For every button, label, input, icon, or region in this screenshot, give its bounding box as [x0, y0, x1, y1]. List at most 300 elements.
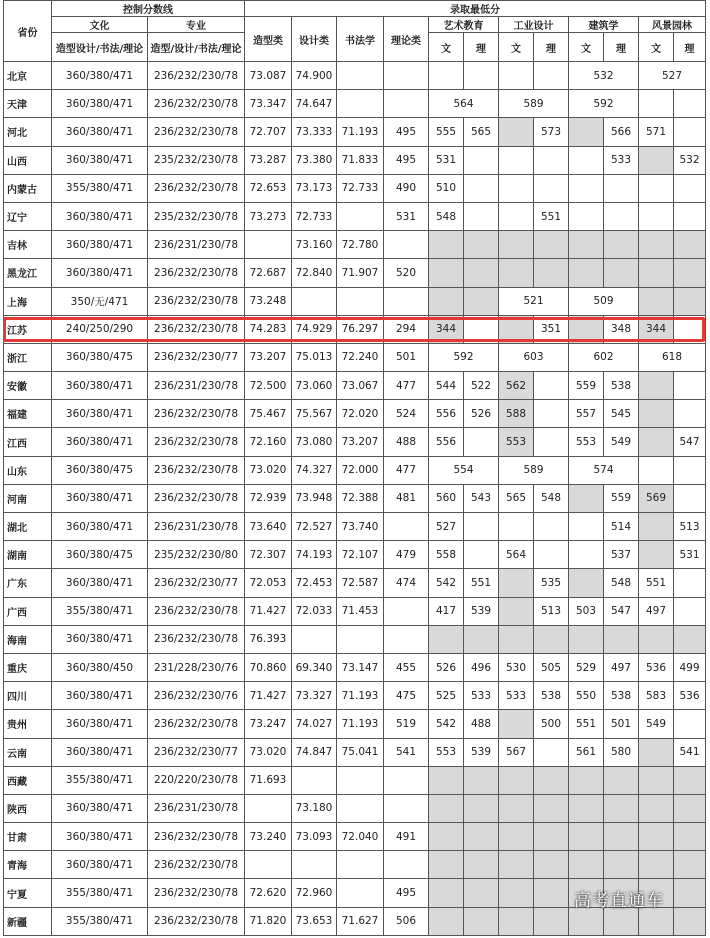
header-wen: 文 [569, 33, 604, 62]
major-score-cell: 551 [639, 569, 674, 597]
major-score-cell [429, 625, 464, 653]
major-score-cell [639, 90, 674, 118]
province-cell: 辽宁 [4, 202, 52, 230]
province-cell: 内蒙古 [4, 174, 52, 202]
major-score-cell: 505 [534, 653, 569, 681]
major-score-cell: 556 [429, 428, 464, 456]
lilun-score-cell: 294 [384, 315, 429, 343]
major-score-cell [674, 456, 706, 484]
major-score-cell [569, 231, 604, 259]
major-score-cell [604, 907, 639, 935]
major-score-cell [569, 315, 604, 343]
major-score-cell [674, 287, 706, 315]
major-score-cell: 566 [604, 118, 639, 146]
table-row [4, 738, 706, 766]
province-cell: 福建 [4, 400, 52, 428]
wenhua-line-cell: 360/380/475 [52, 456, 148, 484]
major-score-cell [569, 513, 604, 541]
major-score-cell: 537 [604, 541, 639, 569]
zhuanye-line-cell: 236/232/230/78 [148, 90, 245, 118]
zaoxing-score-cell: 73.020 [245, 738, 292, 766]
zhuanye-line-cell: 236/231/230/78 [148, 372, 245, 400]
table-row [4, 625, 706, 653]
table-row [4, 682, 706, 710]
shufa-score-cell [337, 202, 384, 230]
shufa-score-cell: 73.067 [337, 372, 384, 400]
major-score-cell: 525 [429, 682, 464, 710]
major-score-cell [534, 541, 569, 569]
lilun-score-cell [384, 287, 429, 315]
wenhua-line-cell: 360/380/471 [52, 231, 148, 259]
major-score-cell: 529 [569, 653, 604, 681]
major-score-cell: 500 [534, 710, 569, 738]
shufa-score-cell: 72.587 [337, 569, 384, 597]
zhuanye-line-cell: 231/228/230/76 [148, 653, 245, 681]
major-score-cell [674, 794, 706, 822]
major-score-cell: 564 [499, 541, 534, 569]
province-cell: 云南 [4, 738, 52, 766]
header-major-industrial-design: 工业设计 [499, 17, 569, 33]
lilun-score-cell [384, 766, 429, 794]
major-score-cell [499, 851, 534, 879]
zhuanye-line-cell: 236/232/230/78 [148, 315, 245, 343]
wenhua-line-cell: 360/380/475 [52, 541, 148, 569]
sheji-score-cell: 73.080 [292, 428, 337, 456]
major-score-cell [569, 259, 604, 287]
wenhua-line-cell: 355/380/471 [52, 597, 148, 625]
major-score-cell: 538 [534, 682, 569, 710]
zhuanye-line-cell: 236/232/230/78 [148, 259, 245, 287]
major-score-cell: 551 [569, 710, 604, 738]
zaoxing-score-cell: 73.020 [245, 456, 292, 484]
zaoxing-score-cell [245, 851, 292, 879]
major-score-cell: 344 [639, 315, 674, 343]
province-cell: 四川 [4, 682, 52, 710]
header-zhuanye: 专业 [148, 17, 245, 33]
zhuanye-line-cell: 220/220/230/78 [148, 766, 245, 794]
province-cell: 北京 [4, 62, 52, 90]
major-score-cell [674, 766, 706, 794]
header-major-architecture: 建筑学 [569, 17, 639, 33]
major-score-cell [464, 428, 499, 456]
major-score-cell [534, 146, 569, 174]
major-score-cell [464, 146, 499, 174]
header-li: 理 [674, 33, 706, 62]
province-cell: 吉林 [4, 231, 52, 259]
major-score-cell: 544 [429, 372, 464, 400]
major-score-cell [639, 794, 674, 822]
table-row [4, 597, 706, 625]
major-score-cell: 531 [674, 541, 706, 569]
sheji-score-cell: 73.380 [292, 146, 337, 174]
table-row [4, 541, 706, 569]
major-score-cell: 571 [639, 118, 674, 146]
zhuanye-line-cell: 236/232/230/78 [148, 400, 245, 428]
major-score-cell: 503 [569, 597, 604, 625]
header-wen: 文 [499, 33, 534, 62]
shufa-score-cell: 72.000 [337, 456, 384, 484]
province-cell: 黑龙江 [4, 259, 52, 287]
major-score-cell [569, 794, 604, 822]
lilun-score-cell [384, 794, 429, 822]
major-score-cell [639, 738, 674, 766]
province-cell: 青海 [4, 851, 52, 879]
table-row [4, 513, 706, 541]
major-score-cell: 553 [499, 428, 534, 456]
header-major-landscape: 风景园林 [639, 17, 706, 33]
major-score-cell: 573 [534, 118, 569, 146]
major-score-cell [569, 907, 604, 935]
major-score-cell [604, 851, 639, 879]
wenhua-line-cell: 360/380/471 [52, 823, 148, 851]
table-row [4, 823, 706, 851]
major-score-cell [429, 287, 464, 315]
wenhua-line-cell: 360/380/471 [52, 484, 148, 512]
zhuanye-line-cell: 236/232/230/78 [148, 62, 245, 90]
zhuanye-line-cell: 236/232/230/78 [148, 428, 245, 456]
major-score-cell: 567 [499, 738, 534, 766]
header-major-art-edu: 艺术教育 [429, 17, 499, 33]
major-score-cell [674, 597, 706, 625]
major-score-cell: 535 [534, 569, 569, 597]
lilun-score-cell: 475 [384, 682, 429, 710]
major-score-cell [569, 202, 604, 230]
zaoxing-score-cell: 73.247 [245, 710, 292, 738]
major-score-cell [674, 625, 706, 653]
major-score-cell [499, 62, 534, 90]
major-score-cell [639, 541, 674, 569]
lilun-score-cell [384, 597, 429, 625]
major-score-cell: 547 [604, 597, 639, 625]
major-score-cell [534, 231, 569, 259]
major-score-cell [534, 428, 569, 456]
zhuanye-line-cell: 236/232/230/77 [148, 343, 245, 371]
wenhua-line-cell: 350/无/471 [52, 287, 148, 315]
sheji-score-cell: 75.013 [292, 343, 337, 371]
zaoxing-score-cell: 72.053 [245, 569, 292, 597]
sheji-score-cell: 72.733 [292, 202, 337, 230]
zaoxing-score-cell: 72.939 [245, 484, 292, 512]
major-score-cell [499, 259, 534, 287]
major-score-cell: 549 [604, 428, 639, 456]
wenhua-line-cell: 360/380/471 [52, 710, 148, 738]
shufa-score-cell: 73.740 [337, 513, 384, 541]
table-row [4, 794, 706, 822]
major-score-cell: 536 [639, 653, 674, 681]
table-row [4, 569, 706, 597]
major-score-cell: 510 [429, 174, 464, 202]
zaoxing-score-cell: 73.640 [245, 513, 292, 541]
header-lilun: 理论类 [384, 17, 429, 62]
major-score-merged-cell: 603 [499, 343, 569, 371]
wenhua-line-cell: 360/380/471 [52, 202, 148, 230]
zhuanye-line-cell: 236/232/230/78 [148, 118, 245, 146]
major-score-merged-cell: 618 [639, 343, 706, 371]
zhuanye-line-cell: 236/231/230/78 [148, 231, 245, 259]
major-score-cell [639, 766, 674, 794]
zaoxing-score-cell: 70.860 [245, 653, 292, 681]
major-score-cell: 543 [464, 484, 499, 512]
major-score-cell [499, 794, 534, 822]
shufa-score-cell: 75.041 [337, 738, 384, 766]
wenhua-line-cell: 360/380/471 [52, 851, 148, 879]
major-score-cell [464, 851, 499, 879]
wenhua-line-cell: 360/380/475 [52, 343, 148, 371]
major-score-cell [604, 202, 639, 230]
shufa-score-cell [337, 766, 384, 794]
zaoxing-score-cell: 71.427 [245, 597, 292, 625]
major-score-cell [534, 851, 569, 879]
major-score-cell: 550 [569, 682, 604, 710]
zaoxing-score-cell: 73.207 [245, 343, 292, 371]
major-score-cell [464, 879, 499, 907]
zaoxing-score-cell: 72.307 [245, 541, 292, 569]
major-score-cell [674, 231, 706, 259]
major-score-cell [464, 625, 499, 653]
major-score-cell [499, 710, 534, 738]
major-score-cell: 533 [464, 682, 499, 710]
major-score-merged-cell: 521 [499, 287, 569, 315]
major-score-cell [569, 484, 604, 512]
major-score-cell: 541 [674, 738, 706, 766]
major-score-cell [534, 62, 569, 90]
major-score-cell: 555 [429, 118, 464, 146]
shufa-score-cell: 76.297 [337, 315, 384, 343]
major-score-cell [464, 202, 499, 230]
sheji-score-cell [292, 625, 337, 653]
major-score-merged-cell: 574 [569, 456, 639, 484]
lilun-score-cell: 481 [384, 484, 429, 512]
major-score-cell [639, 513, 674, 541]
wenhua-line-cell: 360/380/471 [52, 428, 148, 456]
sheji-score-cell: 73.180 [292, 794, 337, 822]
table-row [4, 343, 706, 371]
header-wen: 文 [639, 33, 674, 62]
watermark: 高考直通车 [574, 891, 664, 911]
header-li: 理 [464, 33, 499, 62]
wenhua-line-cell: 355/380/471 [52, 174, 148, 202]
major-score-merged-cell: 509 [569, 287, 639, 315]
major-score-cell [499, 202, 534, 230]
major-score-cell [604, 766, 639, 794]
major-score-cell [464, 823, 499, 851]
major-score-merged-cell: 564 [429, 90, 499, 118]
wenhua-line-cell: 360/380/471 [52, 90, 148, 118]
zaoxing-score-cell: 72.653 [245, 174, 292, 202]
major-score-cell: 559 [604, 484, 639, 512]
sheji-score-cell: 75.567 [292, 400, 337, 428]
province-cell: 山西 [4, 146, 52, 174]
zaoxing-score-cell: 72.500 [245, 372, 292, 400]
major-score-cell: 551 [464, 569, 499, 597]
province-cell: 安徽 [4, 372, 52, 400]
major-score-cell [639, 202, 674, 230]
zaoxing-score-cell: 71.427 [245, 682, 292, 710]
major-score-cell: 526 [464, 400, 499, 428]
province-cell: 陕西 [4, 794, 52, 822]
zaoxing-score-cell: 72.620 [245, 879, 292, 907]
shufa-score-cell: 72.107 [337, 541, 384, 569]
major-score-cell [429, 231, 464, 259]
major-score-cell: 565 [499, 484, 534, 512]
major-score-cell [569, 823, 604, 851]
major-score-cell [604, 823, 639, 851]
major-score-cell [569, 146, 604, 174]
shufa-score-cell: 72.240 [337, 343, 384, 371]
major-score-cell: 501 [604, 710, 639, 738]
major-score-cell: 351 [534, 315, 569, 343]
major-score-cell: 348 [604, 315, 639, 343]
table-row [4, 174, 706, 202]
major-score-cell: 557 [569, 400, 604, 428]
wenhua-line-cell: 240/250/290 [52, 315, 148, 343]
sheji-score-cell: 73.653 [292, 907, 337, 935]
major-score-cell [499, 174, 534, 202]
major-score-cell [674, 907, 706, 935]
major-score-cell [464, 231, 499, 259]
major-score-cell [534, 625, 569, 653]
major-score-cell: 548 [604, 569, 639, 597]
header-wenhua: 文化 [52, 17, 148, 33]
major-score-cell: 551 [534, 202, 569, 230]
major-score-cell [464, 513, 499, 541]
sheji-score-cell: 72.527 [292, 513, 337, 541]
zhuanye-line-cell: 236/232/230/78 [148, 823, 245, 851]
major-score-cell [429, 851, 464, 879]
major-score-cell: 526 [429, 653, 464, 681]
major-score-cell [674, 851, 706, 879]
zaoxing-score-cell: 73.287 [245, 146, 292, 174]
header-control-line: 控制分数线 [52, 1, 245, 17]
table-row [4, 62, 706, 90]
zaoxing-score-cell: 71.820 [245, 907, 292, 935]
sheji-score-cell: 69.340 [292, 653, 337, 681]
zaoxing-score-cell: 75.467 [245, 400, 292, 428]
header-shufa: 书法学 [337, 17, 384, 62]
zaoxing-score-cell: 72.160 [245, 428, 292, 456]
major-score-cell: 588 [499, 400, 534, 428]
lilun-score-cell: 477 [384, 456, 429, 484]
zaoxing-score-cell: 76.393 [245, 625, 292, 653]
lilun-score-cell: 491 [384, 823, 429, 851]
wenhua-line-cell: 360/380/471 [52, 372, 148, 400]
sheji-score-cell: 73.173 [292, 174, 337, 202]
major-score-merged-cell: 592 [569, 90, 639, 118]
major-score-cell [429, 766, 464, 794]
major-score-cell [534, 738, 569, 766]
zaoxing-score-cell: 73.273 [245, 202, 292, 230]
lilun-score-cell: 474 [384, 569, 429, 597]
shufa-score-cell: 73.147 [337, 653, 384, 681]
sheji-score-cell [292, 851, 337, 879]
major-score-merged-cell: 527 [639, 62, 706, 90]
header-li: 理 [534, 33, 569, 62]
major-score-cell: 527 [429, 513, 464, 541]
major-score-cell [639, 428, 674, 456]
wenhua-line-cell: 360/380/471 [52, 682, 148, 710]
lilun-score-cell: 488 [384, 428, 429, 456]
wenhua-line-cell: 360/380/471 [52, 259, 148, 287]
shufa-score-cell: 73.207 [337, 428, 384, 456]
wenhua-line-cell: 360/380/471 [52, 146, 148, 174]
shufa-score-cell: 71.453 [337, 597, 384, 625]
table-row [4, 315, 706, 343]
zaoxing-score-cell [245, 794, 292, 822]
major-score-cell [499, 513, 534, 541]
major-score-cell: 538 [604, 372, 639, 400]
table-row [4, 202, 706, 230]
header-wen: 文 [429, 33, 464, 62]
major-score-merged-cell: 532 [569, 62, 639, 90]
province-cell: 重庆 [4, 653, 52, 681]
major-score-cell [534, 879, 569, 907]
lilun-score-cell: 541 [384, 738, 429, 766]
zhuanye-line-cell: 236/232/230/78 [148, 484, 245, 512]
major-score-cell [569, 766, 604, 794]
shufa-score-cell [337, 794, 384, 822]
zaoxing-score-cell: 73.248 [245, 287, 292, 315]
sheji-score-cell: 73.060 [292, 372, 337, 400]
major-score-cell [464, 259, 499, 287]
table-row [4, 428, 706, 456]
major-score-cell [499, 879, 534, 907]
sheji-score-cell: 72.453 [292, 569, 337, 597]
province-cell: 西藏 [4, 766, 52, 794]
major-score-cell [429, 62, 464, 90]
province-cell: 山东 [4, 456, 52, 484]
table-row [4, 259, 706, 287]
sheji-score-cell: 74.027 [292, 710, 337, 738]
wenhua-line-cell: 355/380/471 [52, 879, 148, 907]
major-score-cell: 533 [604, 146, 639, 174]
zhuanye-line-cell: 236/231/230/78 [148, 513, 245, 541]
province-cell: 河南 [4, 484, 52, 512]
table-row [4, 372, 706, 400]
major-score-cell [464, 766, 499, 794]
major-score-cell [674, 569, 706, 597]
major-score-merged-cell: 589 [499, 90, 569, 118]
header-li: 理 [604, 33, 639, 62]
table-row [4, 456, 706, 484]
major-score-cell [674, 484, 706, 512]
major-score-cell [429, 259, 464, 287]
major-score-cell [429, 794, 464, 822]
lilun-score-cell [384, 90, 429, 118]
major-score-cell [534, 794, 569, 822]
major-score-cell [639, 174, 674, 202]
major-score-cell [534, 259, 569, 287]
major-score-cell [534, 907, 569, 935]
major-score-cell: 562 [499, 372, 534, 400]
sheji-score-cell: 74.647 [292, 90, 337, 118]
zhuanye-line-cell: 236/232/230/76 [148, 682, 245, 710]
shufa-score-cell [337, 625, 384, 653]
major-score-cell: 547 [674, 428, 706, 456]
shufa-score-cell: 71.193 [337, 118, 384, 146]
major-score-cell [464, 287, 499, 315]
major-score-cell [464, 541, 499, 569]
zhuanye-line-cell: 236/231/230/78 [148, 794, 245, 822]
major-score-cell: 532 [674, 146, 706, 174]
major-score-cell [604, 259, 639, 287]
province-cell: 上海 [4, 287, 52, 315]
major-score-cell: 514 [604, 513, 639, 541]
table-row [4, 851, 706, 879]
zhuanye-line-cell: 236/232/230/78 [148, 597, 245, 625]
wenhua-line-cell: 355/380/471 [52, 766, 148, 794]
lilun-score-cell [384, 851, 429, 879]
major-score-cell [499, 766, 534, 794]
